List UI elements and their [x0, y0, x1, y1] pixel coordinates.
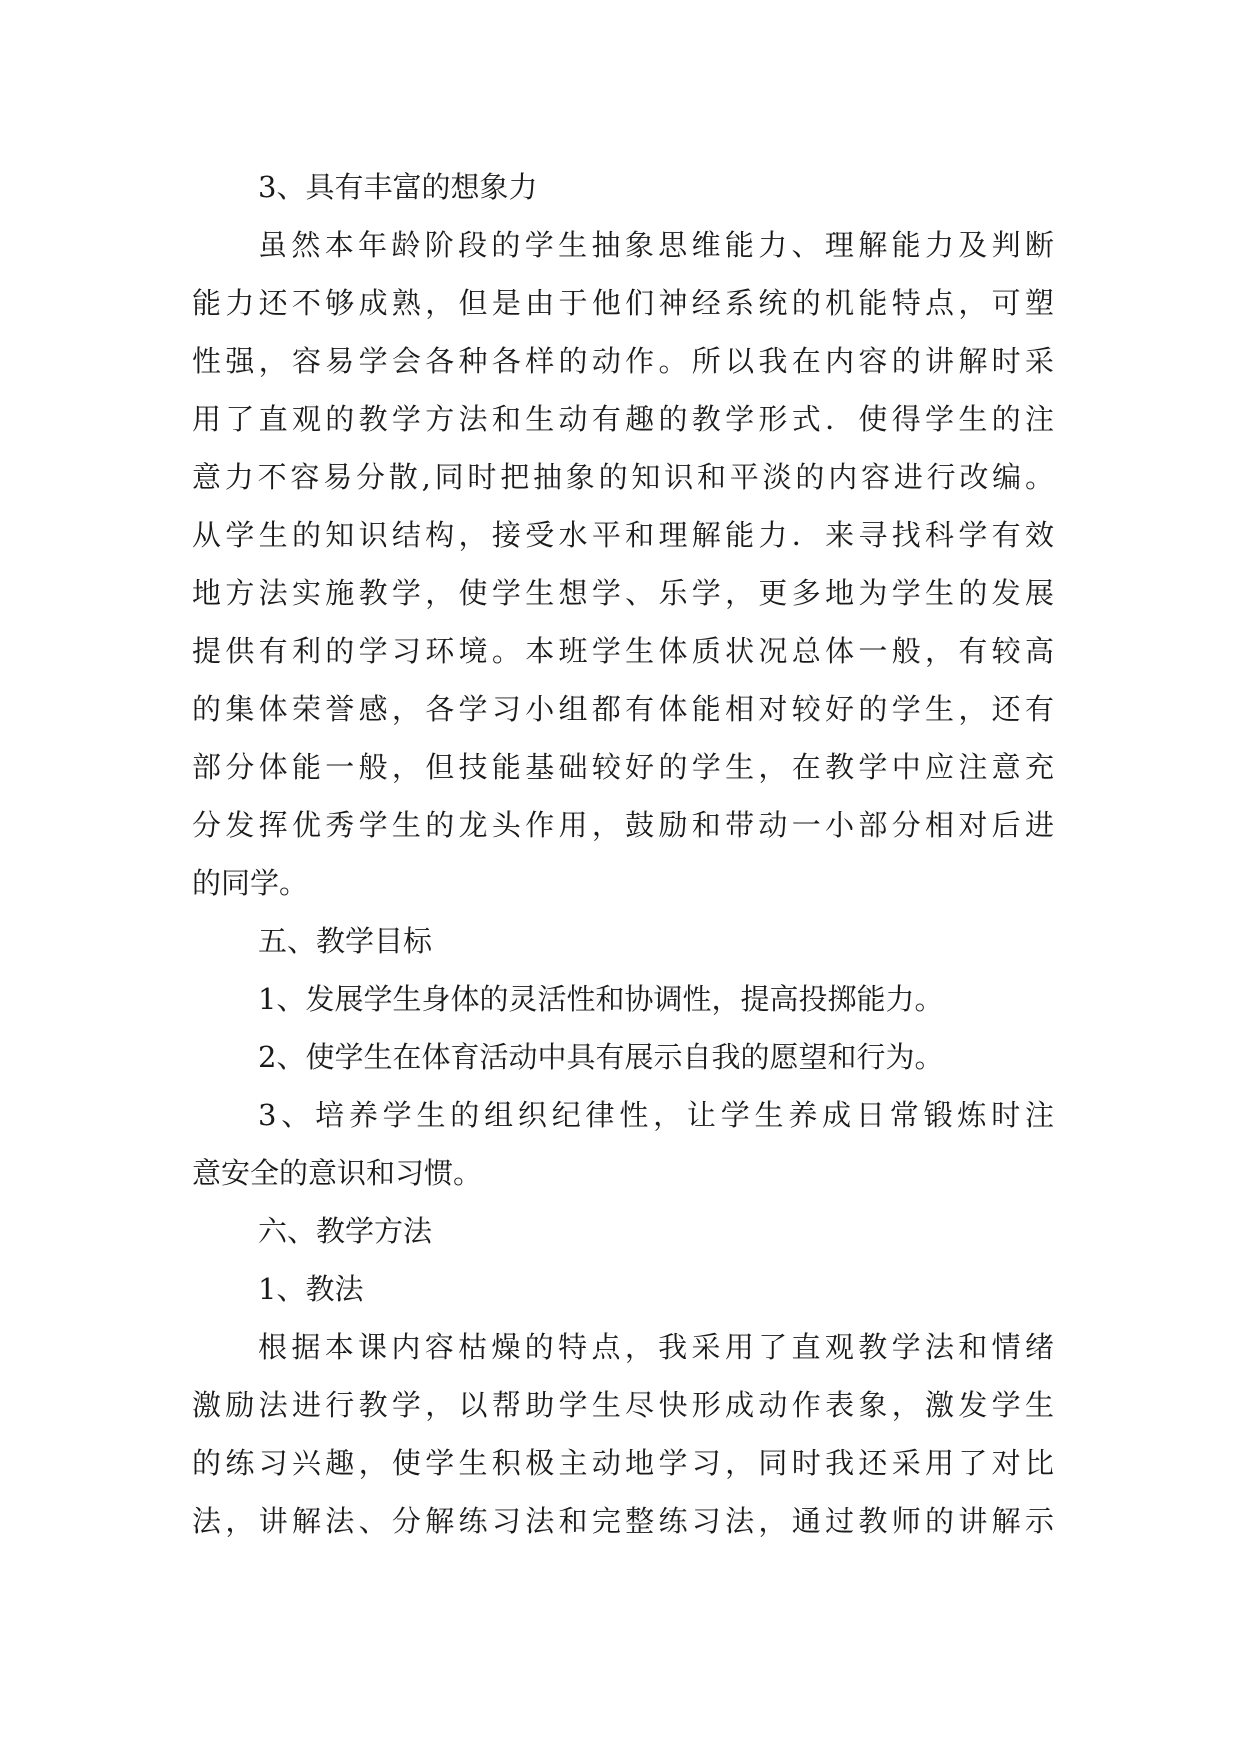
- paragraph-line: 激励法进行教学，以帮助学生尽快形成动作表象，激发学生: [192, 1388, 1054, 1422]
- paragraph-line: 法，讲解法、分解练习法和完整练习法，通过教师的讲解示: [192, 1504, 1054, 1538]
- section-heading-teaching-methods: 六、教学方法: [258, 1214, 433, 1248]
- paragraph-line: 的练习兴趣，使学生积极主动地学习，同时我还采用了对比: [192, 1446, 1054, 1480]
- goal-item-1: 1、发展学生身体的灵活性和协调性，提高投掷能力。: [258, 982, 944, 1016]
- goal-item-3: 3、培养学生的组织纪律性，让学生养成日常锻炼时注: [258, 1098, 1054, 1132]
- paragraph-line: 根据本课内容枯燥的特点，我采用了直观教学法和情绪: [258, 1330, 1054, 1364]
- paragraph-line: 从学生的知识结构，接受水平和理解能力．来寻找科学有效: [192, 518, 1054, 552]
- paragraph-line: 意力不容易分散,同时把抽象的知识和平淡的内容进行改编。: [192, 460, 1054, 494]
- paragraph-line: 提供有利的学习环境。本班学生体质状况总体一般，有较高: [192, 634, 1054, 668]
- subheading-teaching-method: 1、教法: [258, 1272, 364, 1306]
- paragraph-line: 分发挥优秀学生的龙头作用，鼓励和带动一小部分相对后进: [192, 808, 1054, 842]
- document-body: [192, 158, 1054, 1550]
- paragraph-line: 部分体能一般，但技能基础较好的学生，在教学中应注意充: [192, 750, 1054, 784]
- section-heading-teaching-goals: 五、教学目标: [258, 924, 433, 958]
- paragraph-line: 的同学。: [192, 866, 309, 900]
- paragraph-line: 性强，容易学会各种各样的动作。所以我在内容的讲解时采: [192, 344, 1054, 378]
- paragraph-line: 能力还不够成熟，但是由于他们神经系统的机能特点，可塑: [192, 286, 1054, 320]
- paragraph-line: 虽然本年龄阶段的学生抽象思维能力、理解能力及判断: [258, 228, 1054, 262]
- subheading-imagination: 3、具有丰富的想象力: [258, 170, 538, 204]
- goal-item-2: 2、使学生在体育活动中具有展示自我的愿望和行为。: [258, 1040, 944, 1074]
- goal-item-3-continued: 意安全的意识和习惯。: [192, 1156, 483, 1190]
- paragraph-line: 用了直观的教学方法和生动有趣的教学形式．使得学生的注: [192, 402, 1054, 436]
- paragraph-line: 地方法实施教学，使学生想学、乐学，更多地为学生的发展: [192, 576, 1054, 610]
- paragraph-line: 的集体荣誉感，各学习小组都有体能相对较好的学生，还有: [192, 692, 1054, 726]
